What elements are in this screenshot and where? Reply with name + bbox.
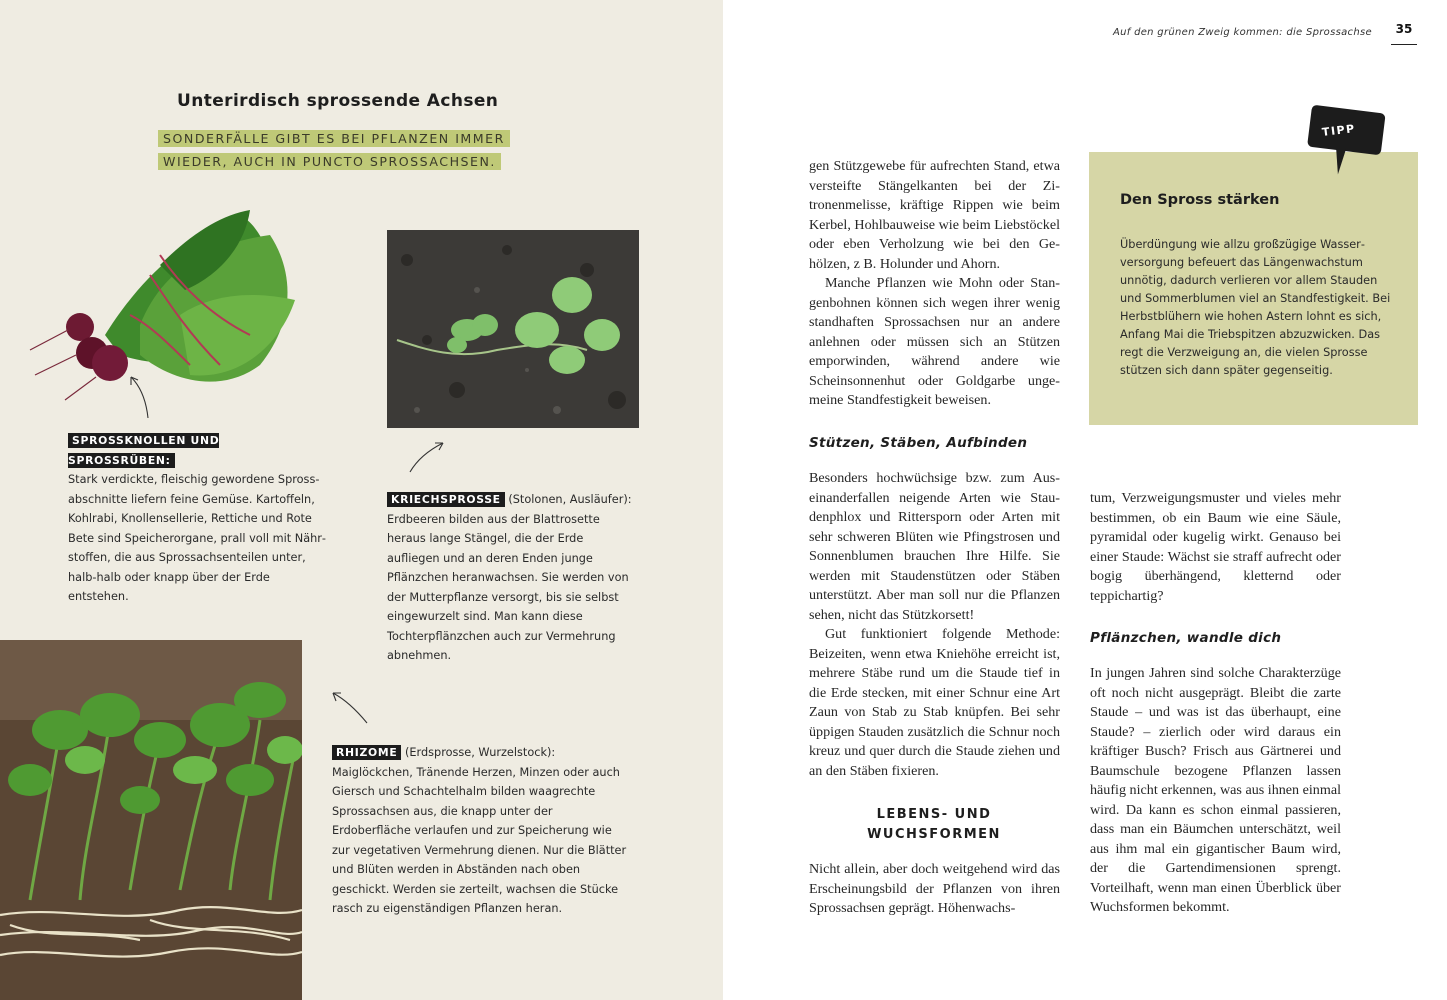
body-column-1-bottom bbox=[809, 860, 1060, 919]
caption-label: SPROSSKNOLLEN UND SPROSSRÜBEN: bbox=[68, 434, 220, 467]
caption-text: Erdbeeren bilden aus der Blattrosette heraus lange Stängel, die der Erde aufliegen und an deren Enden junge Pflänzchen heranwachsen. Sie werden von der Mutterpflanze versorgt, bis sie selbst eingewurzelt sind. Man kann diese Tochterpflänzchen auch zur Vermehrung abnehmen. bbox=[387, 512, 629, 662]
caption-label: KRIECHSPROSSE bbox=[387, 492, 505, 507]
body-column-2-bottom bbox=[1090, 664, 1341, 918]
tip-tag-label: TIPP bbox=[1321, 121, 1357, 140]
tip-tag-icon bbox=[1304, 103, 1388, 181]
arrow-to-rhizome bbox=[330, 690, 370, 726]
paragraph: Manche Pflanzen wie Mohn oder Stangenbohnen können sich wegen ihrer wenig standhaften Sprossachsen nur an andere anlehnen oder müssen sich an Stützen emporwinden, während andere wie Scheinsonnenhut oder Goldgarbe ungemeine Standfestigkeit beweisen. bbox=[809, 275, 1060, 408]
rhizome-photo bbox=[0, 640, 302, 1000]
subheading-pflaenzchen: Pflänzchen, wandle dich bbox=[1090, 630, 1282, 646]
body-column-1-top bbox=[809, 157, 1060, 411]
caption-sprossknollen bbox=[68, 431, 330, 607]
paragraph: Gut funktioniert folgende Methode: Beizeiten, wenn etwa Kniehöhe erreicht ist, mehrere Stäbe rund um die Staude tief in die Erde stecken, mit einer Schnur eine Art Zaun von Stab zu Stab knüpfen. Bei sehr üppigen Stauden zusätzlich die Schnur noch kreuz und quer durch die Staude ziehen und an den Stäben fixieren. bbox=[809, 626, 1060, 779]
body-column-1-middle bbox=[809, 469, 1060, 781]
page-number: 35 bbox=[1391, 22, 1417, 45]
chapter-heading-line-2: WUCHSFORMEN bbox=[867, 827, 1001, 842]
caption-label: RHIZOME bbox=[332, 745, 401, 760]
section-subtitle bbox=[158, 127, 538, 173]
paragraph: In jungen Jahren sind solche Charakterzüge oft noch nicht ausgeprägt. Bleibt die zarte Staude – und was ist das überhaupt, eine Staude? – zierlich oder wird daraus ein kräftiger Busch? Frisch aus Gärtnerei und Baumschule bezogene Pflanzen lassen häufig nicht erkennen, was aus ihnen einmal wird. Da kann es schon einmal passieren, dass man ein Bäumchen unterschätzt, weil aus ihm mal ein gigantischer Baum wird, der die Gartendimensionen sprengt. Vorteilhaft, wenn man einen Überblick über Wuchsformen bekommt. bbox=[1090, 665, 1341, 915]
paragraph: Nicht allein, aber doch weitgehend wird das Erscheinungsbild der Pflanzen von ihren Sprossachsen geprägt. Höhenwachs- bbox=[809, 861, 1060, 916]
arrow-to-beetroot bbox=[126, 374, 152, 420]
paragraph: tum, Verzweigungsmuster und vieles mehr bestimmen, ob ein Baum wie eine Säule, pyramidal oder kugelig wirkt. Genauso bei einer Staude: Wächst sie straff aufrecht oder bogig überhängend, kletternd oder teppichartig? bbox=[1090, 490, 1341, 604]
chapter-heading-line-1: LEBENS- UND bbox=[876, 807, 992, 822]
tip-text: Überdüngung wie allzu großzügige Wasserversorgung befeuert das Längenwachstum unnötig, dadurch verlieren vor allem Stauden und Sommerblumen viel an Standfestigkeit. Bei Herbstblühern wie hohen Astern lohnt es sich, Anfang Mai die Triebspitzen abzuzwicken. Das regt die Verzweigung an, die vielen Sprosse stützen sich dann später gegenseitig. bbox=[1120, 238, 1391, 377]
tip-title: Den Spross stärken bbox=[1120, 192, 1280, 208]
strawberry-runner-photo bbox=[387, 230, 639, 428]
running-head: Auf den grünen Zweig kommen: die Sprossachse bbox=[1113, 27, 1372, 38]
paragraph: gen Stützgewebe für aufrechten Stand, etwa versteifte Stängelkanten bei der Zitronenmelisse, kräftige Rippen wie beim Kerbel, Hohlbauweise wie beim Liebstöckel oder eben Verholzung wie bei den Gehölzen, z B. Holunder und Ahorn. bbox=[809, 158, 1060, 272]
caption-kriechsprosse bbox=[387, 490, 639, 666]
subtitle-line-1: SONDERFÄLLE GIBT ES BEI PFLANZEN IMMER bbox=[158, 130, 510, 147]
chapter-heading bbox=[809, 805, 1059, 845]
caption-rhizome bbox=[332, 743, 632, 919]
arrow-to-strawberry bbox=[407, 440, 447, 474]
paragraph: Besonders hochwüchsige bzw. zum Auseinanderfallen neigende Arten wie Staudenphlox und Rittersporn oder Arten mit sehr schweren Blüten wie Pfingstrosen und Sonnenblumen brauchen Ihre Hilfe. Sie werden mit Staudenstützen oder Stäben unterstützt. Aber man soll nur die Pflanzen sehen, nicht das Stützkorsett! bbox=[809, 470, 1060, 623]
beetroot-photo bbox=[10, 205, 310, 405]
caption-label-suffix: (Stolonen, Ausläufer): bbox=[504, 493, 632, 506]
subtitle-line-2: WIEDER, AUCH IN PUNCTO SPROSSACHSEN. bbox=[158, 153, 501, 170]
caption-label-suffix: (Erdsprosse, Wurzelstock): bbox=[401, 746, 556, 759]
subheading-stuetzen: Stützen, Stäben, Aufbinden bbox=[809, 435, 1028, 451]
body-column-2-top bbox=[1090, 489, 1341, 606]
caption-text: Stark verdickte, fleischig gewordene Sprossabschnitte liefern feine Gemüse. Kartoffeln, Kohlrabi, Knollensellerie, Rettiche und Rote Bete sind Speicherorgane, prall voll mit Nährstoffen, die aus Sprossachsenteilen unter, halb-halb oder knapp über der Erde entstehen. bbox=[68, 473, 326, 603]
caption-text: Maiglöckchen, Tränende Herzen, Minzen oder auch Giersch und Schachtelhalm bilden waagrechte Sprossachsen aus, die knapp unter der Erdoberfläche verlaufen und zur Speicherung wie zur vegetativen Vermehrung dienen. Nur die Blätter und Blüten werden in Abständen nach oben geschickt. Werden sie zerteilt, wachsen die Stücke rasch zu eigenständigen Pflanzen heran. bbox=[332, 765, 627, 915]
section-title: Unterirdisch sprossende Achsen bbox=[177, 91, 499, 111]
